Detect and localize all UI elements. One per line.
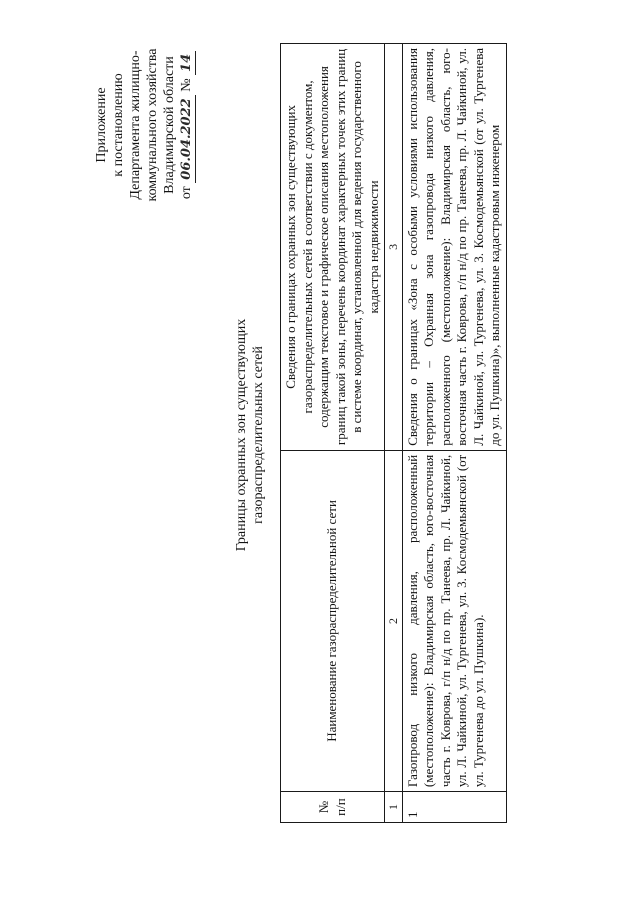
appendix-line: Приложение	[94, 87, 109, 163]
header-name: Наименование газораспределительной сети	[281, 450, 385, 791]
column-number: 2	[385, 450, 403, 791]
column-number: 3	[385, 44, 403, 451]
date-prefix: от	[179, 186, 194, 200]
handwritten-date: 06.04.2022	[178, 95, 196, 182]
appendix-line: Владимирской области	[162, 56, 177, 194]
number-prefix: №	[179, 78, 194, 92]
appendix-header	[93, 5, 196, 245]
header-row	[281, 44, 385, 823]
column-number: 1	[385, 792, 403, 823]
header-num: № п/п	[281, 792, 385, 823]
table-row	[402, 44, 506, 823]
header-info: Сведения о границах охранных зон существующих газораспределительных сетей в соответствии с документом, содержащим текстовое и графическое описания местоположения границ такой зоны, перечень координат характерных точек этих границ в системе координат, установленной для ведения государственного кадастра недвижимости	[281, 44, 385, 451]
appendix-line: коммунального хозяйства	[145, 48, 160, 202]
zone-info: Сведения о границах «Зона с особыми условиями использования территории – Охранная зона газопровода низкого давления, расположенного (местоположение): Владимирская область, юго-восточная часть г. Коврова, г/п н/д по пр. Танеева, пр. Л. Чайкиной, ул. Л. Чайкиной, ул. Тургенева, ул. 3. Космодемьянской (от ул. Тургенева до ул. Пушкина)», выполненные кадастровым инженером	[402, 44, 506, 451]
appendix-date-number	[178, 5, 196, 245]
document-title	[233, 265, 267, 605]
appendix-line: к постановлению	[111, 73, 126, 177]
title-line: Границы охранных зон существующих	[234, 318, 249, 552]
zones-table	[280, 43, 507, 823]
row-number: 1	[402, 792, 506, 823]
title-line: газораспределительных сетей	[251, 346, 266, 524]
appendix-line: Департамента жилищно-	[128, 50, 143, 200]
handwritten-number: 14	[178, 51, 196, 75]
network-name: Газопровод низкого давления, расположенный (местоположение): Владимирская область, юго-восточная часть г. Коврова, г/п н/д по пр. Танеева, пр. Л. Чайкиной, ул. Л. Чайкиной, ул. Тургенева, ул. 3. Космодемьянской (от ул. Тургенева до ул. Пушкина).	[402, 450, 506, 791]
column-number-row	[385, 44, 403, 823]
